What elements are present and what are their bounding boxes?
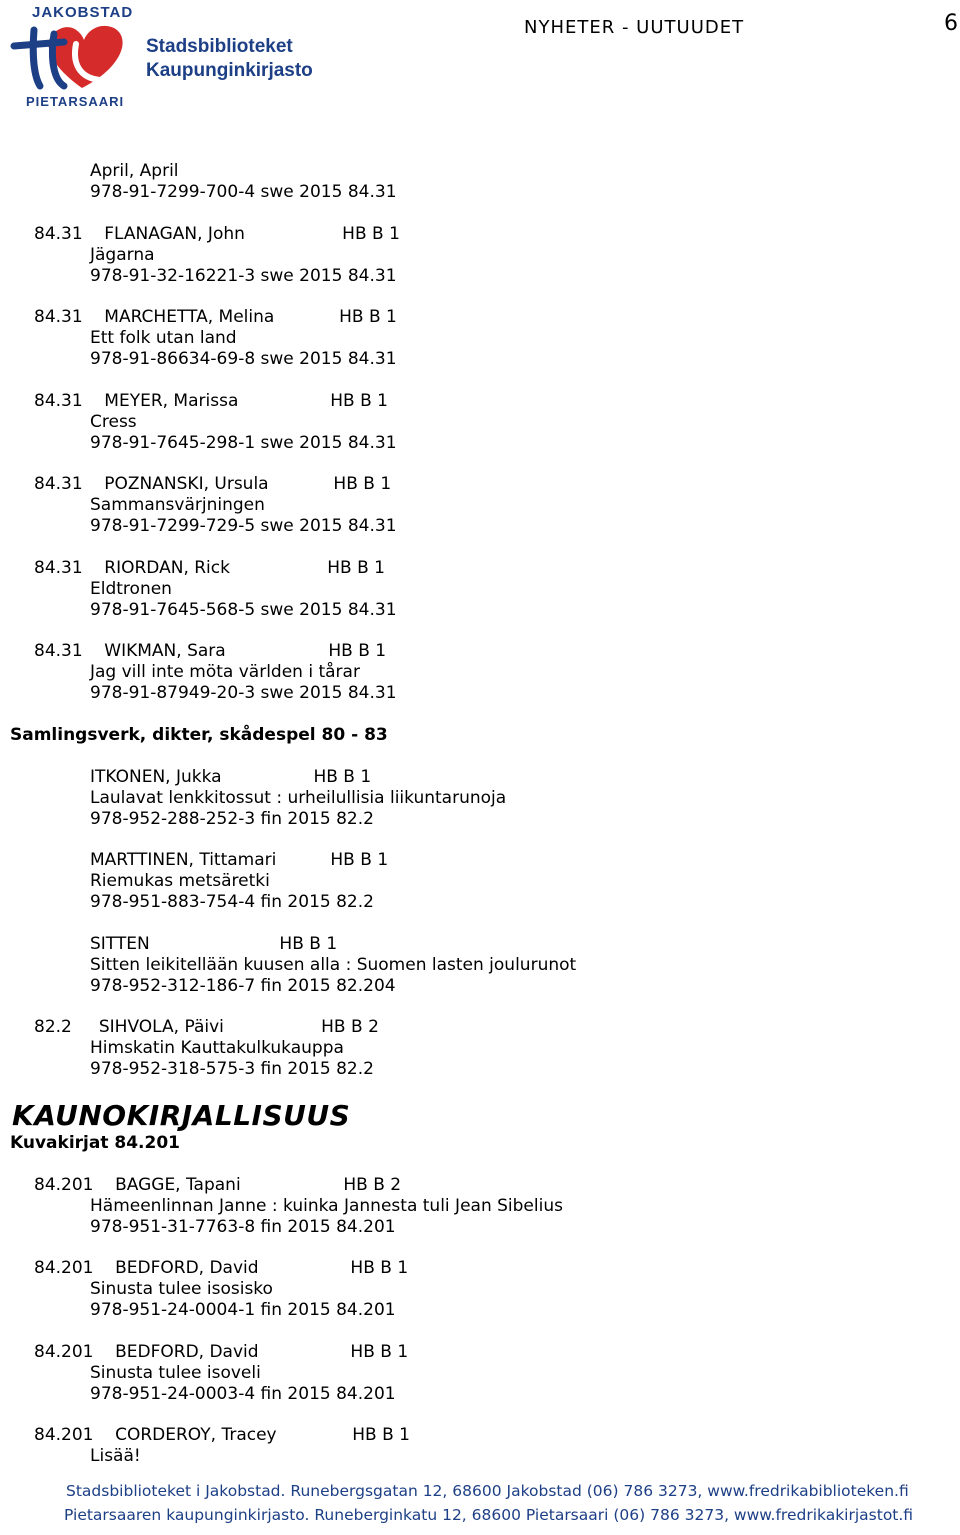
catalog-line: Laulavat lenkkitossut : urheilullisia liikuntarunoja xyxy=(90,788,507,808)
section-heading: Samlingsverk, dikter, skådespel 80 - 83 xyxy=(10,725,388,745)
logo-library-fi: Kaupunginkirjasto xyxy=(146,60,313,81)
catalog-line: 978-952-312-186-7 fin 2015 82.204 xyxy=(90,976,396,996)
catalog-line: 978-91-7645-298-1 swe 2015 84.31 xyxy=(90,433,397,453)
catalog-line: 978-951-24-0003-4 fin 2015 84.201 xyxy=(90,1384,396,1404)
logo-city-fi: PIETARSAARI xyxy=(26,94,125,109)
catalog-line: Jag vill inte möta världen i tårar xyxy=(90,662,360,682)
library-logo xyxy=(4,2,324,112)
catalog-line: 84.31 MEYER, Marissa HB B 1 xyxy=(34,391,388,411)
catalog-line: 978-91-32-16221-3 swe 2015 84.31 xyxy=(90,266,397,286)
catalog-line: 978-91-87949-20-3 swe 2015 84.31 xyxy=(90,683,397,703)
logo-library-sv: Stadsbiblioteket xyxy=(146,36,293,57)
section-heading: Kuvakirjat 84.201 xyxy=(10,1133,180,1153)
catalog-line: Sinusta tulee isosisko xyxy=(90,1279,273,1299)
catalog-line: 84.201 BEDFORD, David HB B 1 xyxy=(34,1258,409,1278)
footer-address-fi: Pietarsaaren kaupunginkirjasto. Runeberginkatu 12, 68600 Pietarsaari (06) 786 3273, www.fredrikakirjastot.fi xyxy=(64,1506,914,1524)
catalog-line: Sinusta tulee isoveli xyxy=(90,1363,261,1383)
catalog-line: 978-952-288-252-3 fin 2015 82.2 xyxy=(90,809,374,829)
catalog-line: 978-91-7299-729-5 swe 2015 84.31 xyxy=(90,516,397,536)
catalog-line: Hämeenlinnan Janne : kuinka Jannesta tuli Jean Sibelius xyxy=(90,1196,563,1216)
heart-logo-icon xyxy=(4,16,144,96)
catalog-line: Eldtronen xyxy=(90,579,172,599)
catalog-line: 84.201 CORDEROY, Tracey HB B 1 xyxy=(34,1425,410,1445)
catalog-line: 84.31 MARCHETTA, Melina HB B 1 xyxy=(34,307,397,327)
catalog-line: 84.31 FLANAGAN, John HB B 1 xyxy=(34,224,400,244)
catalog-line: 978-91-86634-69-8 swe 2015 84.31 xyxy=(90,349,397,369)
catalog-line: 82.2 SIHVOLA, Päivi HB B 2 xyxy=(34,1017,379,1037)
catalog-line: 978-952-318-575-3 fin 2015 82.2 xyxy=(90,1059,374,1079)
catalog-line: 84.31 WIKMAN, Sara HB B 1 xyxy=(34,641,387,661)
catalog-line: SITTEN HB B 1 xyxy=(90,934,338,954)
catalog-line: Cress xyxy=(90,412,137,432)
footer-address-sv: Stadsbiblioteket i Jakobstad. Runebergsgatan 12, 68600 Jakobstad (06) 786 3273, www.fredrikabiblioteken.fi xyxy=(66,1482,909,1500)
catalog-line: 978-951-31-7763-8 fin 2015 84.201 xyxy=(90,1217,396,1237)
section-heading: KAUNOKIRJALLISUUS xyxy=(12,1099,351,1132)
catalog-line: Riemukas metsäretki xyxy=(90,871,270,891)
catalog-line: 84.201 BEDFORD, David HB B 1 xyxy=(34,1342,409,1362)
catalog-line: April, April xyxy=(90,161,179,181)
catalog-line: Himskatin Kauttakulkukauppa xyxy=(90,1038,344,1058)
catalog-line: 978-91-7645-568-5 swe 2015 84.31 xyxy=(90,600,397,620)
catalog-line: 84.31 RIORDAN, Rick HB B 1 xyxy=(34,558,385,578)
page-title: NYHETER - UUTUUDET xyxy=(524,17,745,38)
catalog-line: MARTTINEN, Tittamari HB B 1 xyxy=(90,850,389,870)
catalog-line: Ett folk utan land xyxy=(90,328,237,348)
catalog-line: Jägarna xyxy=(90,245,155,265)
catalog-line: Lisää! xyxy=(90,1446,141,1466)
catalog-line: Sitten leikitellään kuusen alla : Suomen lasten joulurunot xyxy=(90,955,577,975)
catalog-line: Sammansvärjningen xyxy=(90,495,265,515)
catalog-line: 978-91-7299-700-4 swe 2015 84.31 xyxy=(90,182,397,202)
catalog-line: 978-951-24-0004-1 fin 2015 84.201 xyxy=(90,1300,396,1320)
catalog-line: 84.31 POZNANSKI, Ursula HB B 1 xyxy=(34,474,392,494)
page-number: 6 xyxy=(944,11,958,36)
logo-city-sv: JAKOBSTAD xyxy=(32,4,134,21)
catalog-line: 978-951-883-754-4 fin 2015 82.2 xyxy=(90,892,374,912)
catalog-line: 84.201 BAGGE, Tapani HB B 2 xyxy=(34,1175,402,1195)
catalog-line: ITKONEN, Jukka HB B 1 xyxy=(90,767,372,787)
